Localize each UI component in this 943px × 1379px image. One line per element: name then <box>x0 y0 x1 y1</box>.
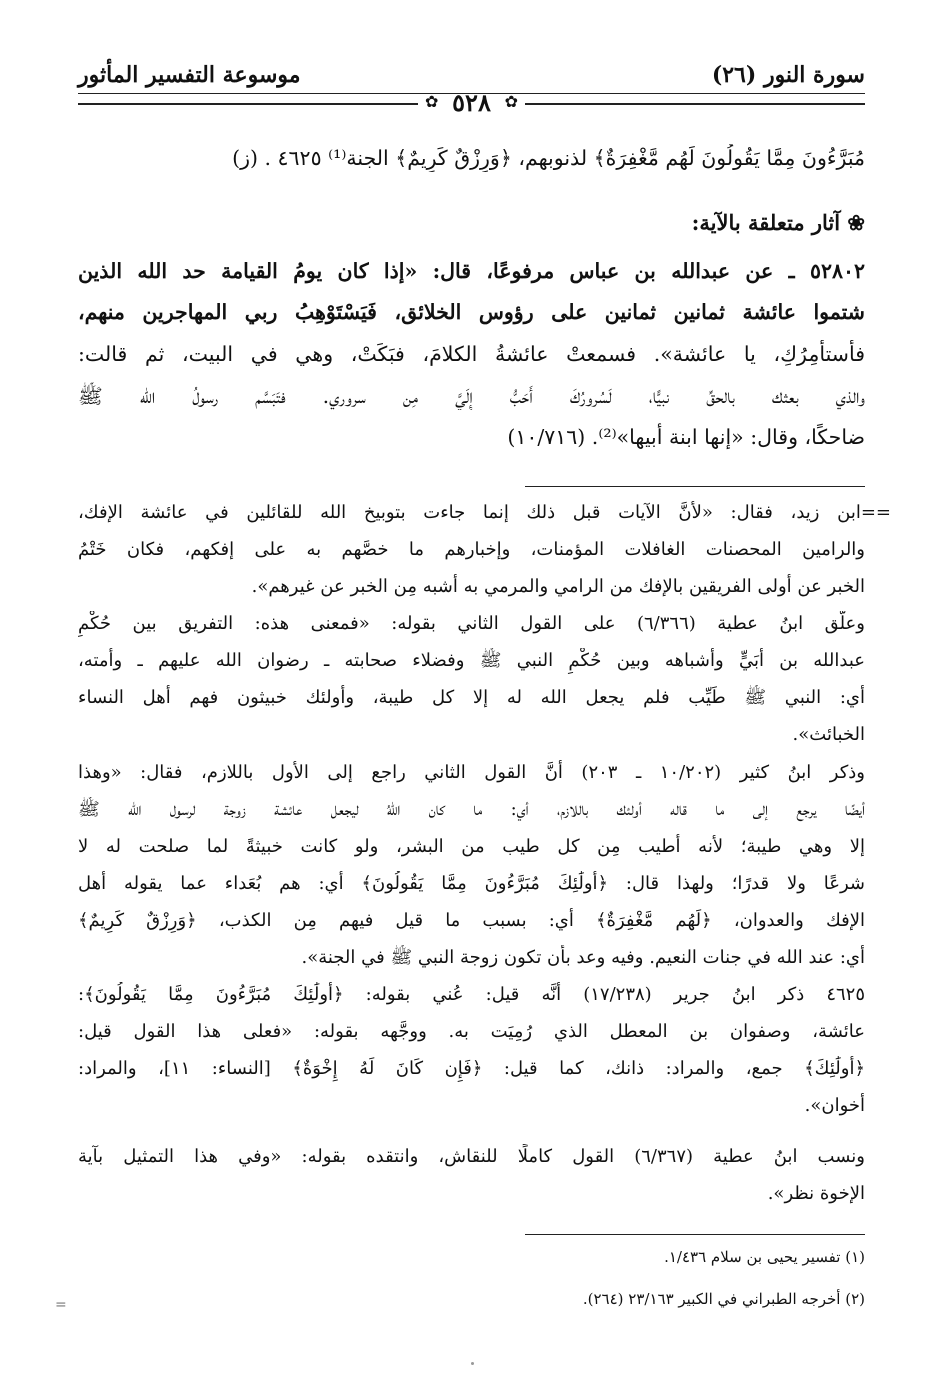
commentary-line: وذكر ابنُ كثير (١٠/٢٠٢ ـ ٢٠٣) أنَّ القول الثاني راجع إلى الأول باللازم، فقال: «وهذا <box>78 762 865 783</box>
ornament-icon: ✿ <box>425 92 439 111</box>
margin-mark: = <box>55 1297 67 1313</box>
commentary-line: أيضًا يرجع إلى ما قاله أولئك باللازم، أي: ما كان اللهُ ليجعل عائشة زوجة لرسول الله ﷺ <box>78 799 865 820</box>
commentary-line: عائشة، وصفوان بن المعطل الذي رُمِيَت به. ووجَّهه بقوله: «فعلى هذا القول قيل: <box>78 1021 865 1042</box>
commentary-line: وعلَّق ابنُ عطية (٦/٣٦٦) على القول الثاني بقوله: «فمعنى هذه: التفريق بين حُكْمِ <box>78 613 865 634</box>
commentary-line: والرامين المحصنات الغافلات المؤمنات، وإخبارهم ما خصَّهم به على إفكهم، فكان خَتْمُ <box>78 539 865 560</box>
page-number: ٥٢٨ <box>452 88 491 117</box>
footnote-separator <box>525 1234 865 1235</box>
footnote: (١) تفسير يحيى بن سلام ١/٤٣٦. <box>664 1248 865 1266</box>
ornament-icon: ✿ <box>504 92 518 111</box>
surah-heading: سورة النور (٢٦) <box>711 62 865 88</box>
book-title: موسوعة التفسير المأثور <box>78 62 301 88</box>
commentary-line: إلا وهي طيبة؛ لأنه أطيب مِن كل طيب من البشر، ولو كانت خبيثةً لما صلحت له لا <box>78 836 865 857</box>
commentary-line: ٤٦٢٥ ذكر ابنُ جرير (١٧/٢٣٨) أنَّه قيل: عُني بقوله: ﴿أُولَٰئِكَ مُبَرَّءُونَ مِمَّا يَقُولُونَ﴾: <box>78 984 865 1005</box>
commentary-line: الإخوة نظر». <box>767 1183 865 1204</box>
commentary-line: الخبائث». <box>792 724 865 745</box>
scan-speck <box>471 1362 474 1365</box>
commentary-line: ونسب ابنُ عطية (٦/٣٦٧) القول كاملًا للنقاش، وانتقده بقوله: «وفي هذا التمثيل بآية <box>78 1146 865 1167</box>
narration-line: فأستأمِرُكِ، يا عائشة». فسمعتْ عائشةُ الكلامَ، فبَكَتْ، وهي في البيت، ثم قالت: <box>78 342 865 366</box>
commentary-line: الإفك والعدوان، ﴿لَهُم مَّغْفِرَةٌ﴾ أي: بسبب ما قيل فيهم مِن الكذب، ﴿وَرِزْقٌ كَرِيمٌ﴾ <box>78 910 865 931</box>
commentary-line: ==ابن زيد، فقال: «لأنَّ الآيات قبل ذلك إنما جاءت بتوبيخ الله للقائلين في عائشة الإفك، <box>78 502 891 523</box>
verse-line: مُبَرَّءُونَ مِمَّا يَقُولُونَ لَهُم مَّغْفِرَةٌ﴾ لذنوبهم، ﴿وَرِزْقٌ كَرِيمٌ﴾ الجنة⁽¹⁾ ٤٦٢٥ . (ز) <box>232 146 865 170</box>
commentary-line: أي: النبي ﷺ طَيِّب فلم يجعل الله له إلا كل طيبة، وأولئك خبيثون فهم أهل النساء <box>78 687 865 708</box>
narration-line: ٥٢٨٠٢ ـ عن عبدالله بن عباس مرفوعًا، قال: «إذا كان يومُ القيامة حد الله الذين <box>78 259 865 283</box>
commentary-line: عبدالله بن أُبَيٍّ وأشباهه وبين حُكْمِ النبي ﷺ وفضلاء صحابته ـ رضوان الله عليهم ـ وأمته، <box>78 650 865 671</box>
section-heading: ❀ آثار متعلقة بالآية: <box>691 210 865 235</box>
narration-line: ضاحكًا، وقال: «إنها ابنة أبيها»⁽²⁾. (١٠/٧١٦) <box>507 425 865 449</box>
footnote: (٢) أخرجه الطبراني في الكبير ٢٣/١٦٣ (٢٦٤). <box>582 1290 865 1308</box>
commentary-line: ﴿أُولَٰئِكَ﴾ جمع، والمراد: ذانك، كما قيل: ﴿فَإِن كَانَ لَهُ إِخْوَةٌ﴾ [النساء: ١١]، والمراد: <box>78 1058 865 1079</box>
commentary-line: أخوان». <box>804 1095 865 1116</box>
footnote-separator <box>525 486 865 487</box>
commentary-line: أي: عند الله في جنات النعيم. وفيه وعد بأن تكون زوجة النبي ﷺ في الجنة». <box>301 947 865 968</box>
narration-line: شتموا عائشة ثمانين ثمانين على رؤوس الخلائق، فَيَسْتَوْهِبُ ربي المهاجرين منهم، <box>78 300 865 324</box>
narration-line: والذي بعثك بالحقِّ نبيًّا، لَسُرورُكَ أَحَبُّ إِلَيَّ مِن سروري. فتَبَسَّم رسولُ الله ﷺ <box>78 384 865 408</box>
commentary-line: شرعًا ولا قدرًا؛ ولهذا قال: ﴿أُولَٰئِكَ مُبَرَّءُونَ مِمَّا يَقُولُونَ﴾ أي: هم بُعَداء عما يقوله أهل <box>78 873 865 894</box>
commentary-line: الخبر عن أولى الفريقين بالإفك من الرامي والمرمي به أشبه مِن الخبر عن غيرهم». <box>251 576 865 597</box>
